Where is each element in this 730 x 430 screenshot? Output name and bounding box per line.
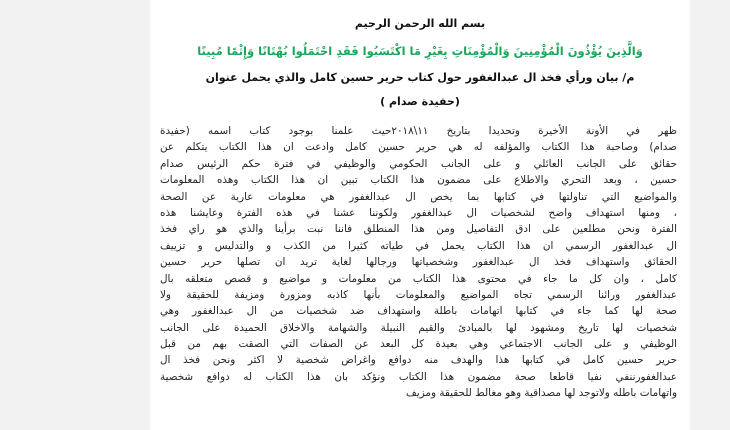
body-line: الحقائق واستهداف فخذ ال عبدالغفور وشخصياتها ورجالها لغاية تريد ان تصلها حرير حسين <box>160 256 677 269</box>
basmala-title: بسم الله الرحمن الرحيم <box>354 17 486 30</box>
body-line: واتهامات باطله ولاتوجد لها مصداقية وهو مغالط للحقيقة ومزيف <box>406 387 677 400</box>
body-line: حسين ، وبعد التحري والاطلاع على مضمون هذا الكتاب تبين ان هذا الكتاب وهذه المعلومات <box>160 174 677 187</box>
body-line: حقائق على الجانب العائلي و على الجانب الحكومي والوظيفي في فترة حكم الرئيس صدام <box>160 157 677 170</box>
book-title: (حفيدة صدام ) <box>380 95 460 108</box>
body-line: والمواضيع التي تناولتها في كتابها بما يخص ال عبدالغفور هي معلومات عارية عن الصحة <box>160 190 677 203</box>
quran-verse: وَالَّذِينَ يُؤْذُونَ الْمُؤْمِنِينَ وَالْمُؤْمِنَاتِ بِغَيْرِ مَا اكْتَسَبُوا فَقَدِ احْتَمَلُوا بُهْتَانًا وَإِثْمًا مُبِينًا <box>197 44 643 58</box>
body-line: شخصيات لها تاريخ ومشهود لها بالمبادئ والقيم النبيلة والشهامة والاخلاق الحميدة على الجانب <box>160 321 677 334</box>
body-line: صحة لها كما جاء في كتابها اتهامات باطلة واستهداف ضد شخصيات من ال عبدالغفور وهي <box>160 305 677 318</box>
body-line: صدام) وصاحبة هذا الكتاب والمؤلفه له هي حرير حسين كامل وادعت ان هذا الكتاب يتكلم عن <box>160 141 677 154</box>
body-line: عبدالغفورننفي نفيا قاطعا صحة مضمون هذا الكتاب ونؤكد بان هذا الكتاب له دوافع شخصية <box>160 370 677 383</box>
body-line: ، ومنها استهداف واضح لشخصيات ال عبدالغفور ولكوننا عشنا في هذه الفترة وعايشنا هذه <box>160 206 677 219</box>
body-line: ال عبدالغفور الرسمي ان هذا الكتاب يحمل في طياته كثيرا من الكذب و والتدليس و تزييف <box>160 239 677 252</box>
document-page <box>150 0 690 430</box>
statement-body <box>160 123 677 402</box>
body-line: كامل ، وان كل ما جاء في محتوى هذا الكتاب من معلومات و مواضيع و قصص متعلقه بال <box>160 272 677 285</box>
body-line: الوظيفي و على الجانب الاجتماعي وهي بعيدة كل البعد عن الصفات التي الصقت بهم من قبل <box>160 338 677 351</box>
body-line: حرير حسين كامل في كتابها هذا والهدف منه دوافع واغراض شخصية لا اكثر ونحن فخذ ال <box>160 354 677 367</box>
body-line: الفترة ونحن مطلعين على ادق التفاصيل ومن هذا المنطلق فاننا نبت برأينا والذي هو راي فخذ <box>160 223 677 236</box>
statement-heading: م/ بيان ورأي فخذ ال عبدالغفور حول كتاب حرير حسين كامل والذي يحمل عنوان <box>205 71 635 84</box>
body-line: ظهر في الأونة الأخيرة وتحديدا بتاريخ ١١\٢٠١٨حيث علمنا بوجود كتاب اسمه (حفيدة <box>160 125 677 137</box>
body-line: عبدالغفور ورائنا الرسمي تجاه المواضيع والمعلومات بأنها كاذبه ومزورة ومزيفة للحقيقة ولا <box>160 288 677 301</box>
